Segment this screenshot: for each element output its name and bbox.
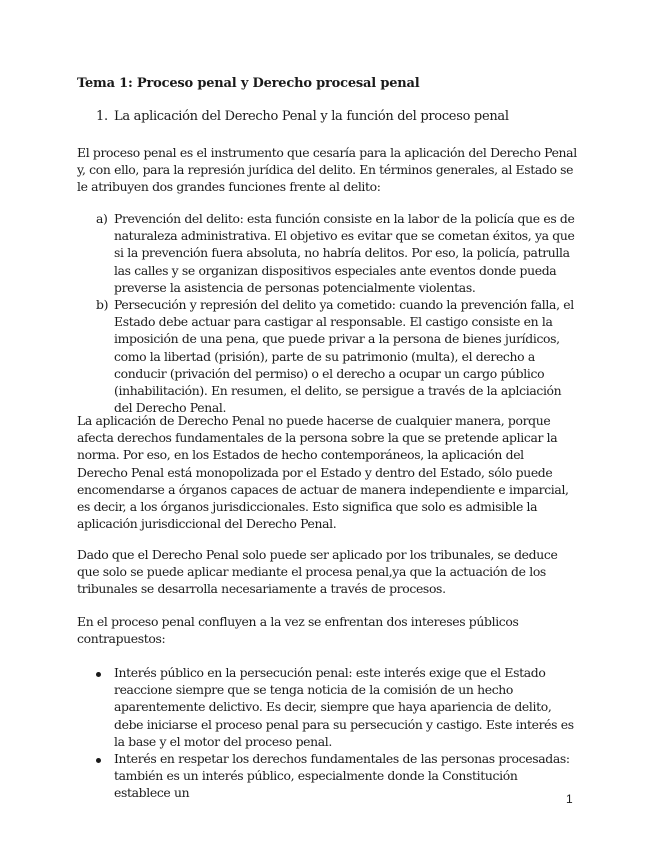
paragraph-tribunales: Dado que el Derecho Penal solo puede ser aplicado por los tribunales, se deduce que solo se puede aplicar mediante el procesa penal,ya que la actuación de los tribunales se desarrolla necesariamente a través de procesos. xyxy=(77,547,558,597)
numbered-marker: 1. xyxy=(96,109,108,124)
list-marker: b) xyxy=(96,297,109,313)
list-item-text: Interés público en la persecución penal: este interés exige que el Estado reaccione siempre que se tenga noticia de la comisión de un hecho aparentemente delictivo. Es decir, siempre que haya apariencia de delito, debe iniciarse el proceso penal para su persecución y castigo. Este interés es la base y el motor del proceso penal. xyxy=(114,665,574,749)
list-item-text: Interés en respetar los derechos fundamentales de las personas procesadas: también es un interés público, especialmente donde la Constitución establece un xyxy=(114,751,570,801)
list-marker: a) xyxy=(96,211,108,226)
list-item xyxy=(96,210,576,296)
list-item xyxy=(96,296,576,416)
paragraph-intereses: En el proceso penal confluyen a la vez se enfrentan dos intereses públicos contrapuestos: xyxy=(77,614,519,647)
bullet-icon xyxy=(96,750,114,802)
bullet-list xyxy=(96,664,576,802)
numbered-heading xyxy=(96,109,509,124)
list-item xyxy=(96,664,576,750)
paragraph-aplicacion: La aplicación de Derecho Penal no puede hacerse de cualquier manera, porque afecta derechos fundamentales de la persona sobre la que se pretende aplicar la norma. Por eso, en los Estados de hecho contemporáneos, la aplicación del Derecho Penal está monopolizada por el Estado y dentro del Estado, sólo puede encomendarse a órganos capaces de actuar de manera independiente e imparcial, es decir, a los órganos jurisdiccionales. Esto significa que solo es admisible la aplicación jurisdiccional del Derecho Penal. xyxy=(77,413,569,532)
numbered-heading-text: La aplicación del Derecho Penal y la función del proceso penal xyxy=(114,109,509,124)
bullet-icon xyxy=(96,664,114,750)
list-item xyxy=(96,750,576,802)
page-title: Tema 1: Proceso penal y Derecho procesal penal xyxy=(77,76,420,91)
lettered-list xyxy=(96,210,576,416)
paragraph-intro: El proceso penal es el instrumento que cesaría para la aplicación del Derecho Penal y, con ello, para la represión jurídica del delito. En términos generales, al Estado se le atribuyen dos grandes funciones frente al delito: xyxy=(77,145,577,195)
list-item-text: Prevención del delito: esta función consiste en la labor de la policía que es de naturaleza administrativa. El objetivo es evitar que se cometan éxitos, ya que si la prevención fuera absoluta, no habría delitos. Por eso, la policía, patrulla las calles y se organizan dispositivos especiales ante eventos donde pueda preverse la asistencia de personas potencialmente violentas. xyxy=(114,211,575,295)
list-item-text: Persecución y represión del delito ya cometido: cuando la prevención falla, el Estado debe actuar para castigar al responsable. El castigo consiste en la imposición de una pena, que puede privar a la persona de bienes jurídicos, como la libertad (prisión), parte de su patrimonio (multa), el derecho a conducir (privación del permiso) o el derecho a ocupar un cargo público (inhabilitación). En resumen, el delito, se persigue a través de la aplciación del Derecho Penal. xyxy=(114,297,574,416)
page-number: 1 xyxy=(566,792,573,806)
